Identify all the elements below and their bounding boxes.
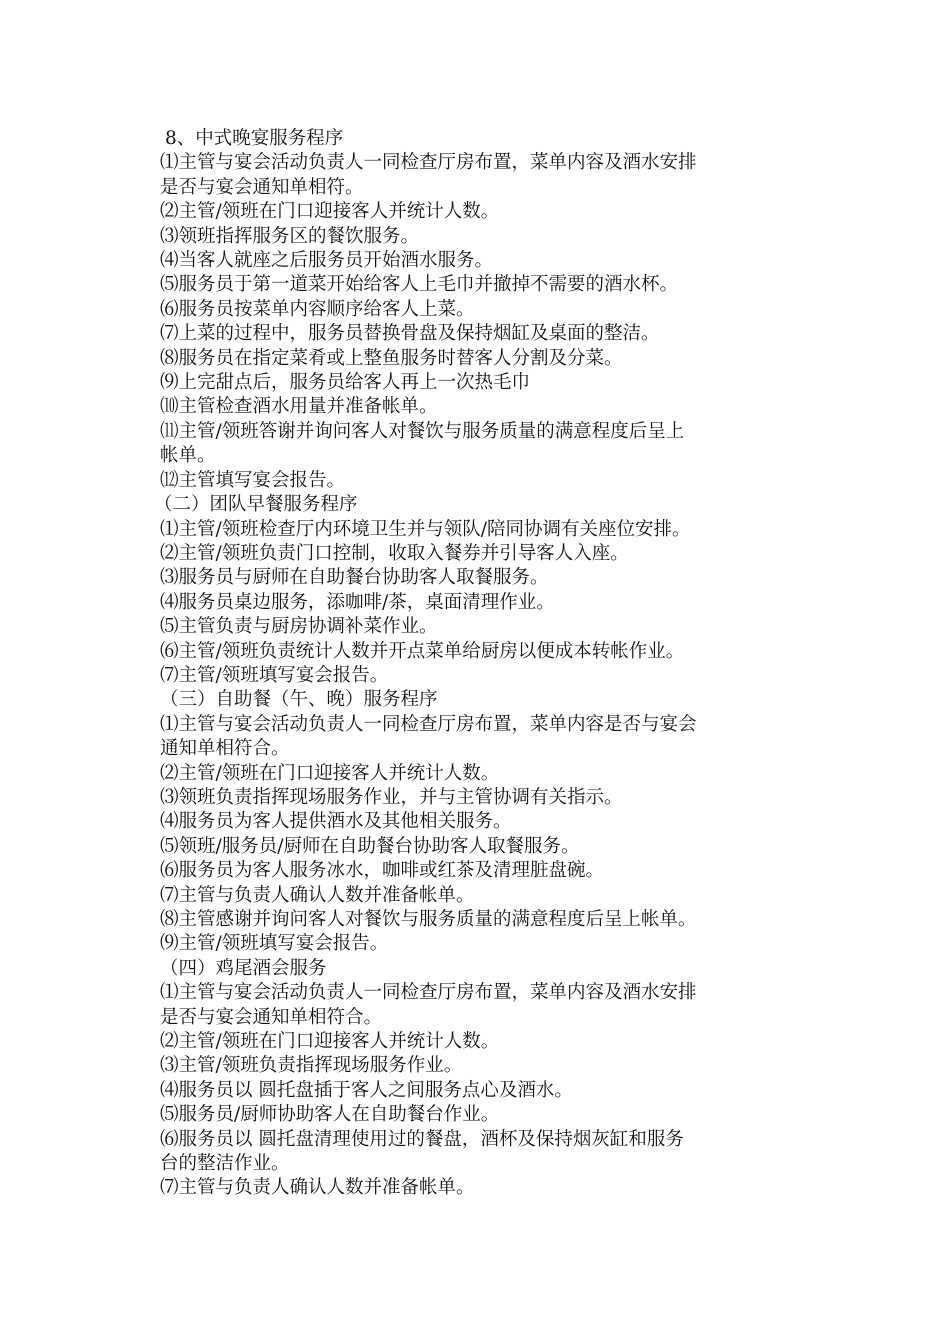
- section-4: [160, 957, 820, 1201]
- list-item-line: ⑴主管/领班检查厅内环境卫生并与领队/陪同协调有关座位安排。: [160, 518, 691, 540]
- list-item-line: ⑴主管与宴会活动负责人一同检查厅房布置，菜单内容及酒水安排: [160, 982, 697, 1004]
- list-item-line: 是否与宴会通知单相符。: [160, 176, 364, 198]
- section-title: （三）自助餐（午、晚）服务程序: [160, 689, 438, 711]
- list-item-line: ⑵主管/领班在门口迎接客人并统计人数。: [160, 762, 500, 784]
- list-item: [160, 981, 820, 1030]
- list-item: [160, 713, 820, 762]
- list-item-line: ⑵主管/领班在门口迎接客人并统计人数。: [160, 201, 500, 223]
- list-item: [160, 908, 820, 932]
- list-item-line: 是否与宴会通知单相符合。: [160, 1006, 383, 1028]
- list-item: [160, 518, 820, 542]
- list-item-line: ⑶领班指挥服务区的餐饮服务。: [160, 225, 420, 247]
- list-item: [160, 200, 820, 224]
- list-item-line: ⑷服务员桌边服务，添咖啡/茶，桌面清理作业。: [160, 591, 555, 613]
- list-item: [160, 566, 820, 590]
- list-item-line: ⑸服务员于第一道菜开始给客人上毛巾并撤掉不需要的酒水杯。: [160, 274, 679, 296]
- list-item-line: ⑹主管/领班负责统计人数并开点菜单给厨房以便成本转帐作业。: [160, 640, 685, 662]
- list-item-line: ⑻主管感谢并询问客人对餐饮与服务质量的满意程度后呈上帐单。: [160, 909, 697, 930]
- list-item: [160, 810, 820, 834]
- list-item: [160, 249, 820, 273]
- list-item: [160, 371, 820, 395]
- list-item-line: ⑹服务员按菜单内容顺序给客人上菜。: [160, 298, 475, 320]
- list-item-line: ⑵主管/领班负责门口控制，收取入餐券并引导客人入座。: [160, 542, 629, 564]
- list-item: [160, 640, 820, 664]
- list-item: [160, 395, 820, 419]
- list-item: [160, 884, 820, 908]
- section-1: [160, 127, 820, 493]
- list-item-line: ⑷服务员为客人提供酒水及其他相关服务。: [160, 811, 512, 833]
- section-3: [160, 688, 820, 956]
- list-item: [160, 932, 820, 956]
- list-item-line: ⑺主管与负责人确认人数并准备帐单。: [160, 884, 475, 906]
- section-2: [154, 493, 820, 688]
- section-title: （二）团队早餐服务程序: [154, 494, 358, 516]
- list-item: [160, 1079, 820, 1103]
- list-item-line: ⑼主管/领班填写宴会报告。: [160, 933, 389, 955]
- list-item: [160, 1103, 820, 1127]
- list-item: [160, 1128, 820, 1177]
- list-item: [160, 322, 820, 346]
- list-item: [160, 469, 820, 493]
- list-item-line: ⑴主管与宴会活动负责人一同检查厅房布置，菜单内容是否与宴会: [160, 713, 697, 735]
- list-item-line: ⑺上菜的过程中，服务员替换骨盘及保持烟缸及桌面的整洁。: [160, 323, 660, 345]
- list-item-line: ⑻服务员在指定菜肴或上整鱼服务时替客人分割及分菜。: [160, 347, 623, 369]
- list-item: [160, 835, 820, 859]
- list-item: [160, 615, 820, 639]
- list-item-line: ⑷当客人就座之后服务员开始酒水服务。: [160, 250, 494, 272]
- list-item: [160, 786, 820, 810]
- list-item-line: ⑸领班/服务员/厨师在自助餐台协助客人取餐服务。: [160, 835, 580, 857]
- list-item: [160, 225, 820, 249]
- section-title: （四）鸡尾酒会服务: [160, 957, 327, 979]
- list-item-line: ⑴主管与宴会活动负责人一同检查厅房布置，菜单内容及酒水安排: [160, 152, 697, 174]
- list-item: [160, 273, 820, 297]
- list-item-line: 通知单相符合。: [160, 738, 290, 760]
- list-item-line: 台的整洁作业。: [160, 1153, 290, 1175]
- list-item: [160, 1054, 820, 1078]
- document-page: [154, 127, 820, 1201]
- list-item: [160, 591, 820, 615]
- list-item-line: ⑹服务员以 圆托盘清理使用过的餐盘，酒杯及保持烟灰缸和服务: [160, 1128, 684, 1150]
- list-item-line: ⑼上完甜点后，服务员给客人再上一次热毛巾: [160, 372, 531, 394]
- list-item-line: ⑺主管/领班填写宴会报告。: [160, 664, 389, 686]
- list-item-line: ⑹服务员为客人服务冰水，咖啡或红茶及清理脏盘碗。: [160, 860, 605, 882]
- list-item-line: ⑺主管与负责人确认人数并准备帐单。: [160, 1177, 475, 1199]
- list-item-line: ⑶领班负责指挥现场服务作业，并与主管协调有关指示。: [160, 786, 623, 808]
- list-item-line: ⑽主管检查酒水用量并准备帐单。: [160, 396, 438, 418]
- list-item-line: ⑵主管/领班在门口迎接客人并统计人数。: [160, 1031, 500, 1053]
- list-item: [160, 151, 820, 200]
- list-item: [160, 420, 820, 469]
- list-item: [160, 298, 820, 322]
- list-item-line: ⑿主管填写宴会报告。: [160, 469, 346, 491]
- list-item: [160, 347, 820, 371]
- list-item: [160, 1030, 820, 1054]
- list-item-line: ⑷服务员以 圆托盘插于客人之间服务点心及酒水。: [160, 1079, 573, 1101]
- list-item-line: ⑸服务员/厨师协助客人在自助餐台作业。: [160, 1104, 500, 1126]
- list-item: [160, 664, 820, 688]
- list-item: [160, 542, 820, 566]
- list-item-line: 帐单。: [160, 445, 216, 467]
- list-item-line: ⑸主管负责与厨房协调补菜作业。: [160, 616, 438, 638]
- list-item: [160, 1176, 820, 1200]
- list-item: [160, 762, 820, 786]
- list-item: [160, 859, 820, 883]
- list-item-line: ⑶主管/领班负责指挥现场服务作业。: [160, 1055, 463, 1077]
- list-item-line: ⑾主管/领班答谢并询问客人对餐饮与服务质量的满意程度后呈上: [160, 420, 685, 442]
- list-item-line: ⑶服务员与厨师在自助餐台协助客人取餐服务。: [160, 567, 549, 589]
- section-title: 8、中式晚宴服务程序: [165, 128, 344, 149]
